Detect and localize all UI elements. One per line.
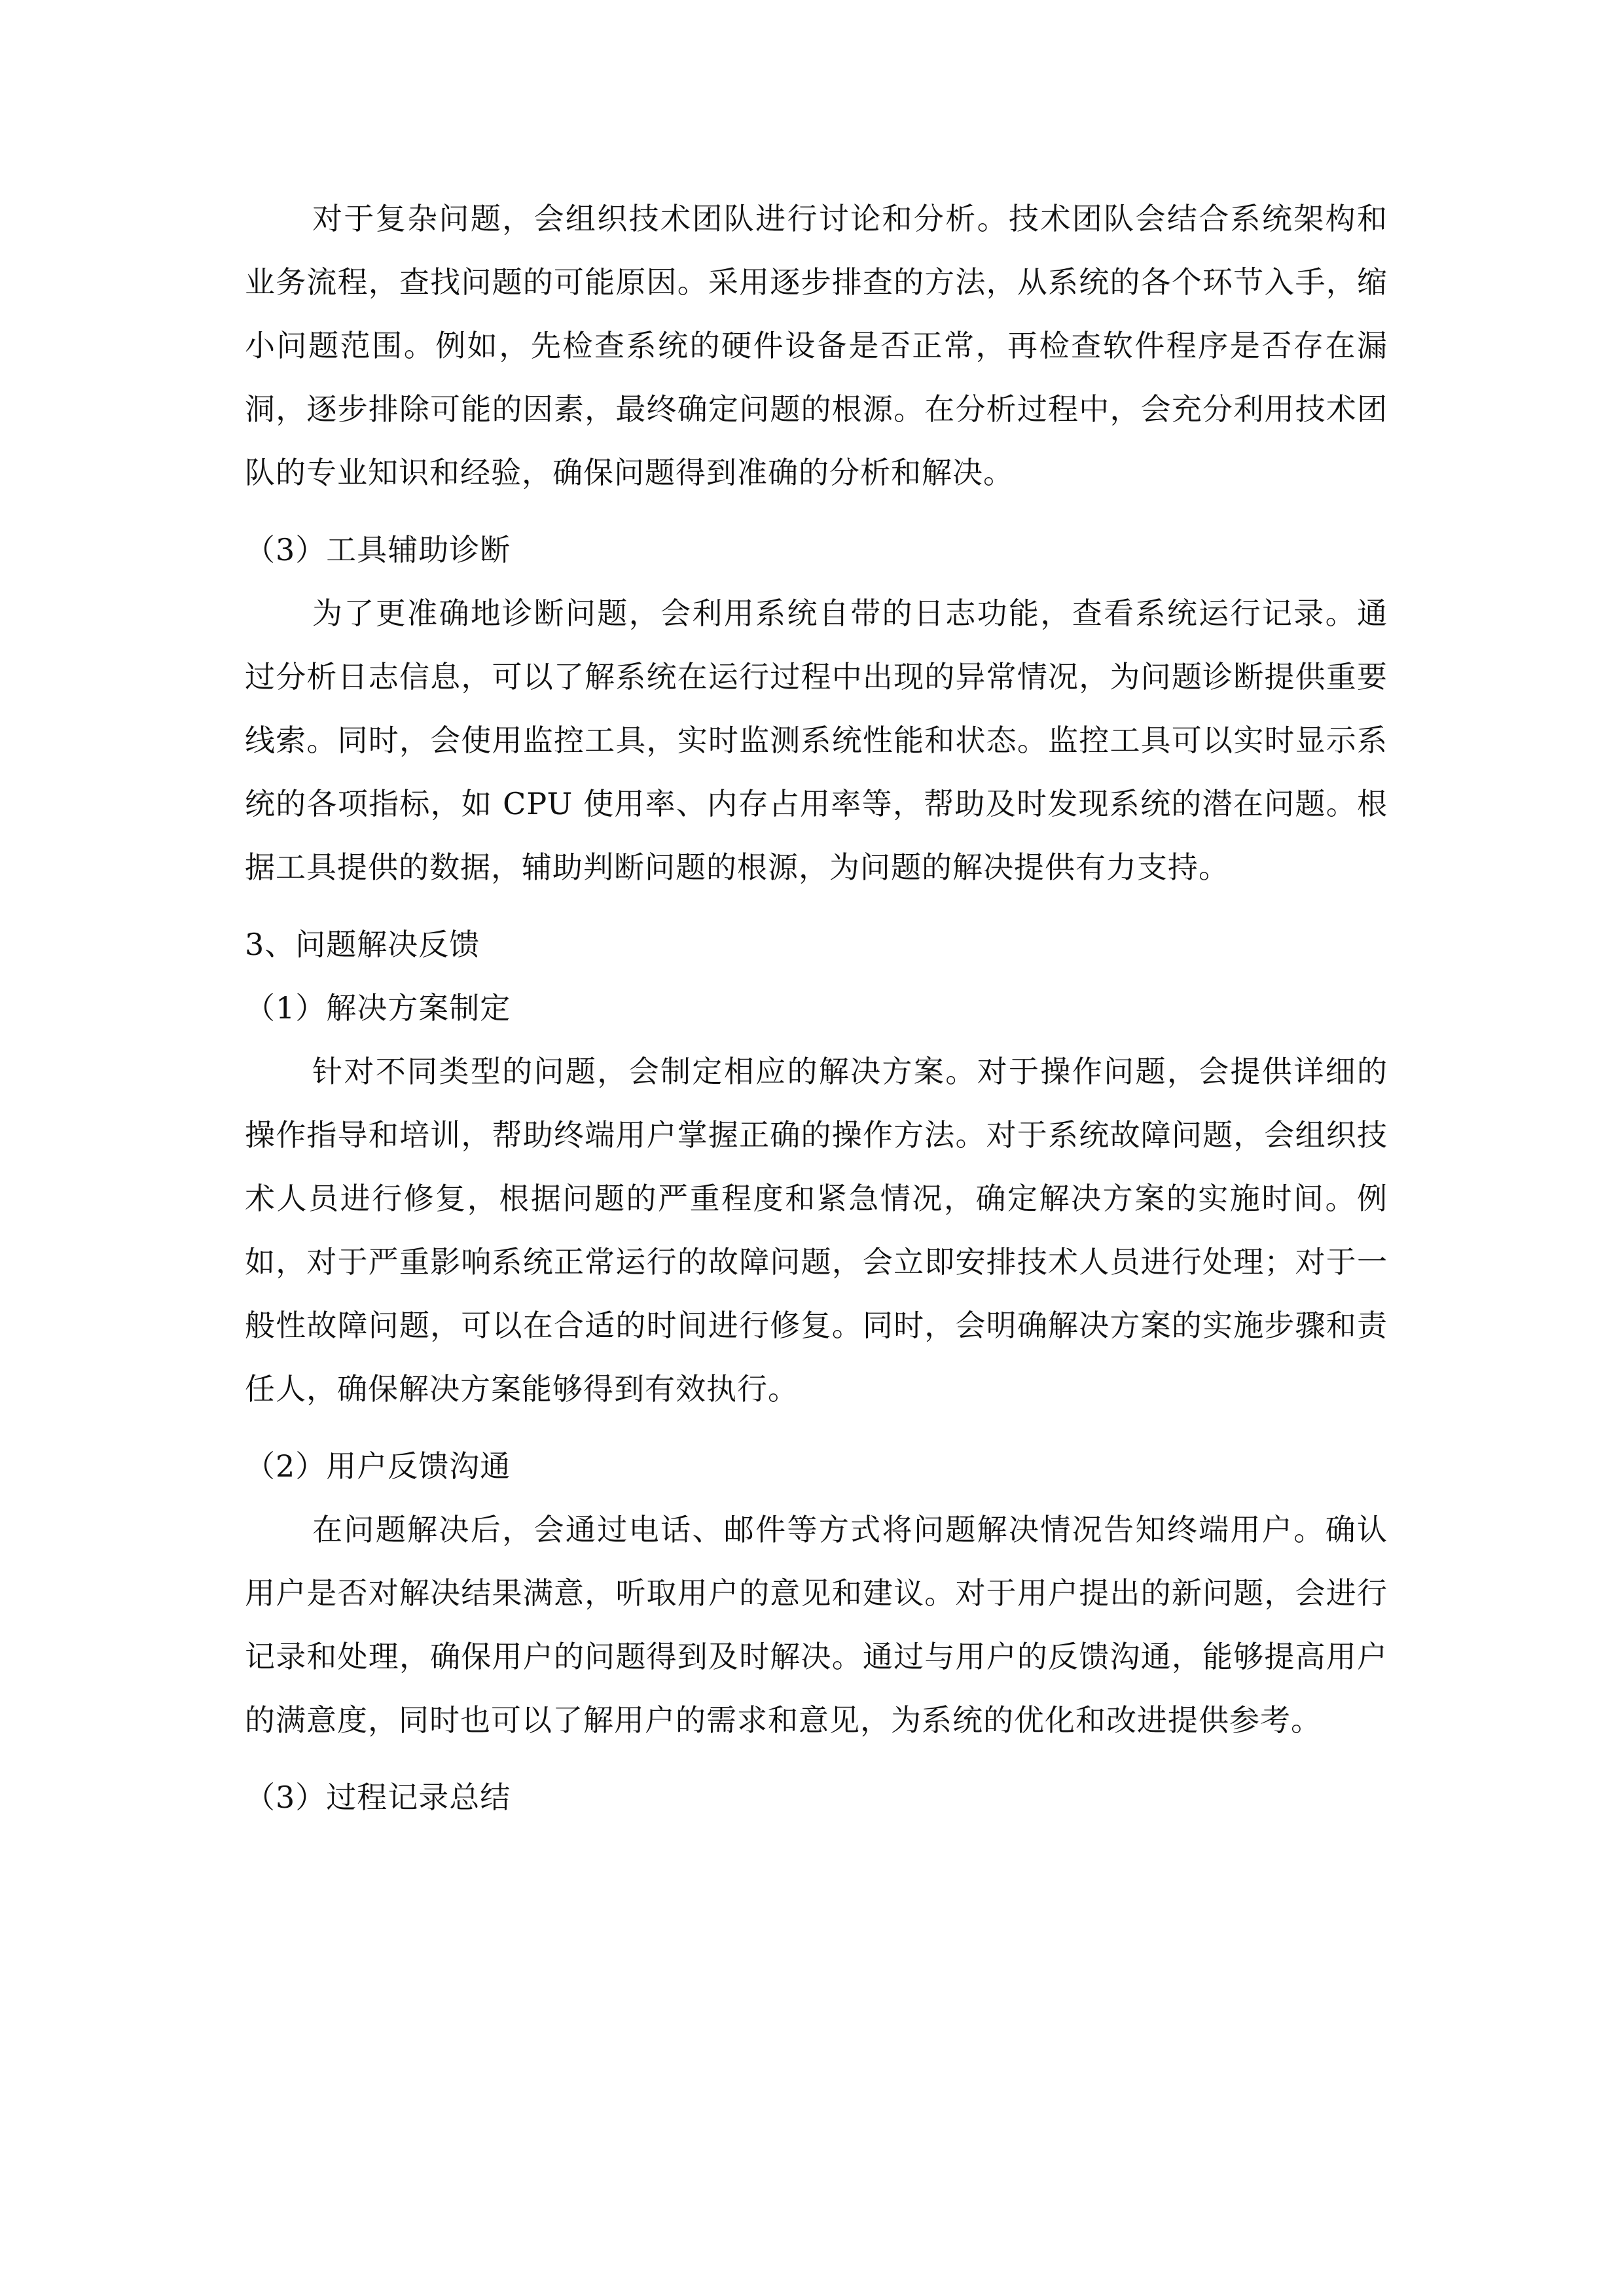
heading-tool-assisted-diagnosis: （3）工具辅助诊断 [245,532,511,567]
paragraph-solution-formulation: 针对不同类型的问题，会制定相应的解决方案。对于操作问题，会提供详细的操作指导和培训，帮助终端用户掌握正确的操作方法。对于系统故障问题，会组织技术人员进行修复，根据问题的严重程度和紧急情况，确定解决方案的实施时间。例如，对于严重影响系统正常运行的故障问题，会立即安排技术人员进行处理；对于一般性故障问题，可以在合适的时间进行修复。同时，会明确解决方案的实施步骤和责任人，确保解决方案能够得到有效执行。 [245,1054,1388,1407]
heading-user-feedback-communication: （2）用户反馈沟通 [245,1448,511,1484]
paragraph-complex-issue-analysis: 对于复杂问题，会组织技术团队进行讨论和分析。技术团队会结合系统架构和业务流程，查找问题的可能原因。采用逐步排查的方法，从系统的各个环节入手，缩小问题范围。例如，先检查系统的硬件设备是否正常，再检查软件程序是否存在漏洞，逐步排除可能的因素，最终确定问题的根源。在分析过程中，会充分利用技术团队的专业知识和经验，确保问题得到准确的分析和解决。 [245,201,1388,490]
heading-issue-resolution-feedback: 3、问题解决反馈 [245,927,480,962]
heading-process-record-summary: （3）过程记录总结 [245,1780,511,1815]
paragraph-user-feedback: 在问题解决后，会通过电话、邮件等方式将问题解决情况告知终端用户。确认用户是否对解决结果满意，听取用户的意见和建议。对于用户提出的新问题，会进行记录和处理，确保用户的问题得到及时解决。通过与用户的反馈沟通，能够提高用户的满意度，同时也可以了解用户的需求和意见，为系统的优化和改进提供参考。 [245,1512,1388,1738]
document-body [245,187,1388,1829]
paragraph-tool-diagnosis: 为了更准确地诊断问题，会利用系统自带的日志功能，查看系统运行记录。通过分析日志信息，可以了解系统在运行过程中出现的异常情况，为问题诊断提供重要线索。同时，会使用监控工具，实时监测系统性能和状态。监控工具可以实时显示系统的各项指标，如 CPU 使用率、内存占用率等，帮助及时发现系统的潜在问题。根据工具提供的数据，辅助判断问题的根源，为问题的解决提供有力支持。 [245,596,1388,885]
heading-solution-formulation: （1）解决方案制定 [245,990,511,1026]
